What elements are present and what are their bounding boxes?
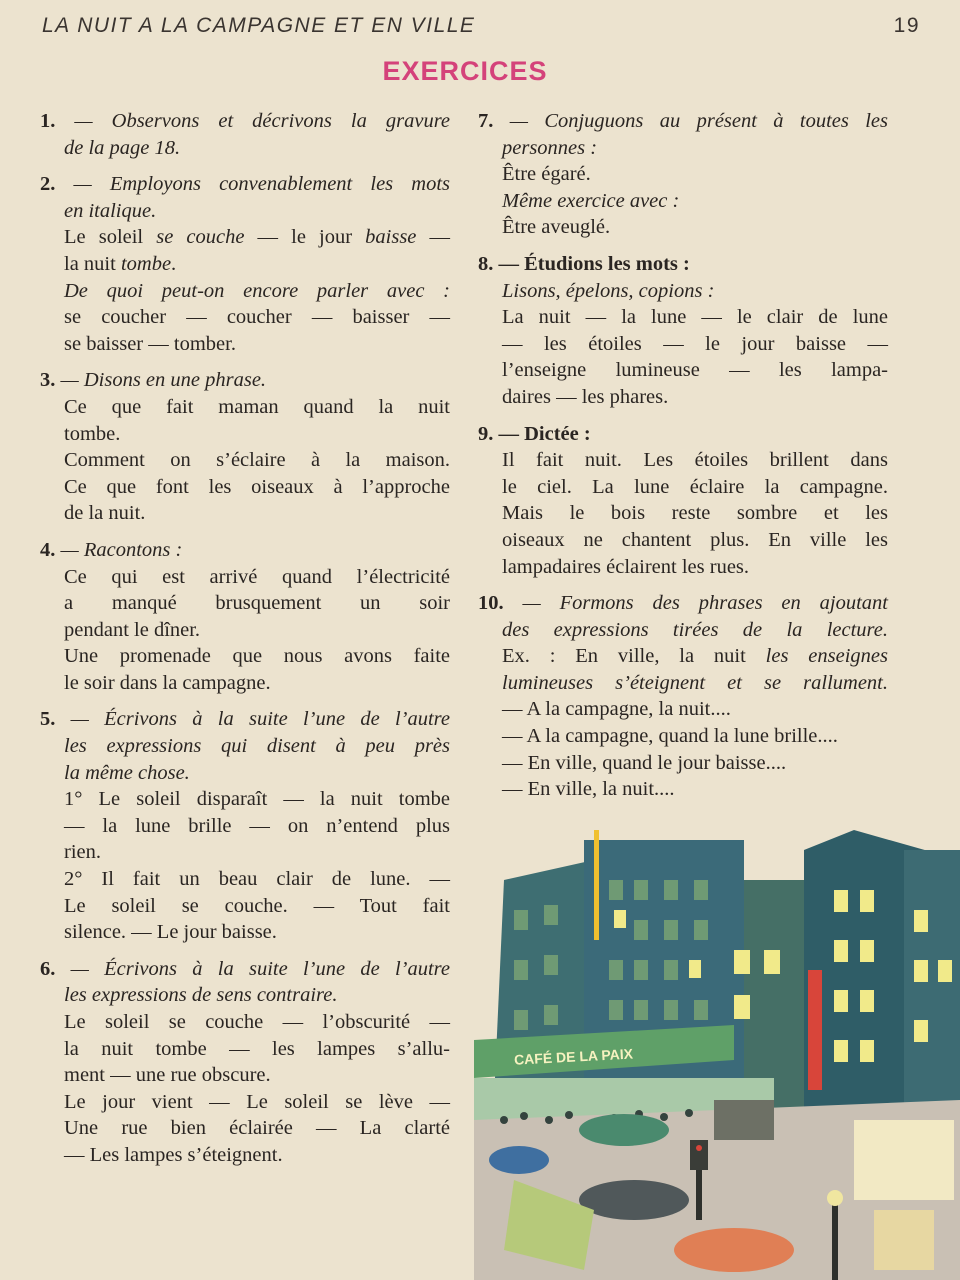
- exercise-prompt: — Écrivons à la suite l’une de l’autre: [70, 957, 450, 980]
- exercise-line: — les étoiles — le jour baisse —: [502, 332, 888, 355]
- exercise-line: ment — une rue obscure.: [64, 1064, 271, 1087]
- exercise-2: [40, 171, 450, 357]
- running-title: LA NUIT A LA CAMPAGNE ET EN VILLE: [42, 14, 476, 37]
- exercise-line: Une promenade que nous avons faite: [64, 645, 450, 668]
- exercise-prompt: — Observons et décrivons la gravure: [74, 110, 451, 132]
- exercise-number: 8.: [478, 252, 494, 275]
- exercise-prompt: les expressions qui disent à peu près: [64, 735, 450, 758]
- exercise-line: — En ville, la nuit....: [502, 778, 675, 801]
- car: [674, 1228, 794, 1272]
- exercise-prompt: personnes :: [502, 136, 598, 159]
- exercise-prompt: les expressions de sens contraire.: [64, 984, 338, 1007]
- page-number: 19: [893, 14, 920, 37]
- exercise-prompt: — Conjuguons au présent à toutes les: [509, 110, 889, 132]
- exercise-number: 3.: [40, 369, 56, 392]
- exercise-prompt: Lisons, épelons, copions :: [502, 279, 715, 302]
- exercise-line: de la nuit.: [64, 502, 146, 525]
- exercise-line: daires — les phares.: [502, 385, 669, 408]
- exercise-prompt: — Racontons :: [60, 538, 183, 561]
- exercise-line: rien.: [64, 841, 101, 864]
- exercise-number: 9.: [478, 422, 494, 445]
- exercise-9: [478, 421, 888, 581]
- car: [489, 1146, 549, 1174]
- exercise-7: [478, 108, 888, 241]
- exercise-prompt: la même chose.: [64, 761, 190, 784]
- exercise-line: la nuit tombe — les lampes s’allu-: [64, 1037, 450, 1060]
- exercise-line: pendant le dîner.: [64, 618, 201, 641]
- exercise-line: lampadaires éclairent les rues.: [502, 555, 750, 578]
- exercise-prompt: des expressions tirées de la lecture.: [502, 618, 888, 641]
- exercise-prompt: — Écrivons à la suite l’une de l’autre: [70, 708, 450, 731]
- exercise-line: — Les lampes s’éteignent.: [64, 1143, 283, 1166]
- exercise-line: Ce qui est arrivé quand l’électricité: [64, 565, 450, 588]
- exercise-3: [40, 367, 450, 527]
- exercise-1: [40, 108, 450, 161]
- exercise-number: 4.: [40, 538, 56, 561]
- exercise-line: oiseaux ne chantent plus. En ville les: [502, 528, 888, 551]
- exercise-number: 5.: [40, 708, 56, 731]
- exercise-line: Même exercice avec :: [502, 189, 680, 212]
- exercise-prompt: de la page 18.: [64, 136, 181, 159]
- exercise-line: — En ville, quand le jour baisse....: [502, 751, 787, 774]
- exercise-line: — la lune brille — on n’entend plus: [64, 814, 450, 837]
- exercise-6: [40, 956, 450, 1169]
- city-night-illustration: [474, 820, 960, 1280]
- exercise-prompt: — Dictée :: [498, 422, 591, 445]
- running-head: [42, 10, 920, 44]
- exercise-line: silence. — Le jour baisse.: [64, 921, 277, 944]
- exercises-heading: EXERCICES: [382, 56, 548, 86]
- exercise-prompt: en italique.: [64, 199, 157, 222]
- exercise-line: Le soleil se couche — le jour baisse —: [64, 226, 450, 249]
- exercise-8: [478, 251, 888, 411]
- exercise-line: se baisser — tomber.: [64, 332, 236, 355]
- cafe-sign: CAFÉ DE LA PAIX: [513, 1045, 634, 1068]
- exercise-number: 1.: [40, 110, 56, 132]
- exercise-line: 2° Il fait un beau clair de lune. —: [64, 868, 450, 891]
- exercise-line: Ce que font les oiseaux à l’approche: [64, 475, 450, 498]
- exercise-line: tombe.: [64, 422, 121, 445]
- exercise-line: Être égaré.: [502, 163, 591, 186]
- right-column: [478, 108, 888, 813]
- exercise-prompt: — Étudions les mots :: [498, 252, 690, 275]
- left-column: [40, 108, 450, 1179]
- exercise-line: — A la campagne, la nuit....: [502, 698, 731, 721]
- exercise-line: le soir dans la campagne.: [64, 671, 271, 694]
- exercise-10: [478, 590, 888, 803]
- exercise-line: la nuit tombe.: [64, 252, 177, 275]
- exercise-line: l’enseigne lumineuse — les lampa-: [502, 359, 888, 382]
- car: [579, 1180, 689, 1220]
- exercise-line: se coucher — coucher — baisser —: [64, 306, 450, 329]
- exercise-line: — A la campagne, quand la lune brille....: [502, 725, 838, 748]
- exercise-line: De quoi peut-on encore parler avec :: [64, 279, 450, 302]
- exercise-line: La nuit — la lune — le clair de lune: [502, 306, 888, 329]
- exercise-line: Le soleil se couche. — Tout fait: [64, 894, 450, 917]
- exercise-prompt: — Formons des phrases en ajoutant: [522, 592, 888, 615]
- street-lamp: [832, 1200, 838, 1280]
- exercise-number: 10.: [478, 592, 504, 615]
- car: [579, 1114, 669, 1146]
- exercise-number: 2.: [40, 173, 56, 196]
- exercise-line: lumineuses s’éteignent et se rallument.: [502, 671, 888, 694]
- exercise-5: [40, 706, 450, 945]
- exercise-line: Le soleil se couche — l’obscurité —: [64, 1011, 450, 1033]
- exercise-4: [40, 537, 450, 697]
- exercise-line: Mais le bois reste sombre et les: [502, 502, 888, 525]
- exercise-line: Être aveuglé.: [502, 216, 611, 239]
- exercise-prompt: — Disons en une phrase.: [60, 369, 267, 392]
- exercise-line: Ce que fait maman quand la nuit: [64, 395, 450, 418]
- exercise-line: le ciel. La lune éclaire la campagne.: [502, 475, 888, 498]
- exercise-number: 6.: [40, 957, 56, 980]
- truck: [714, 1100, 774, 1140]
- exercise-line: Comment on s’éclaire à la maison.: [64, 449, 450, 472]
- exercise-line: Ex. : En ville, la nuit les enseignes: [502, 645, 888, 668]
- exercise-line: Une rue bien éclairée — La clarté: [64, 1117, 450, 1140]
- exercise-line: Le jour vient — Le soleil se lève —: [64, 1090, 450, 1113]
- exercise-line: a manqué brusquement un soir: [64, 592, 450, 615]
- exercise-line: Il fait nuit. Les étoiles brillent dans: [502, 449, 888, 472]
- exercise-line: 1° Le soleil disparaît — la nuit tombe: [64, 788, 450, 811]
- exercise-number: 7.: [478, 110, 494, 132]
- exercise-prompt: — Employons convenablement les mots: [73, 173, 450, 196]
